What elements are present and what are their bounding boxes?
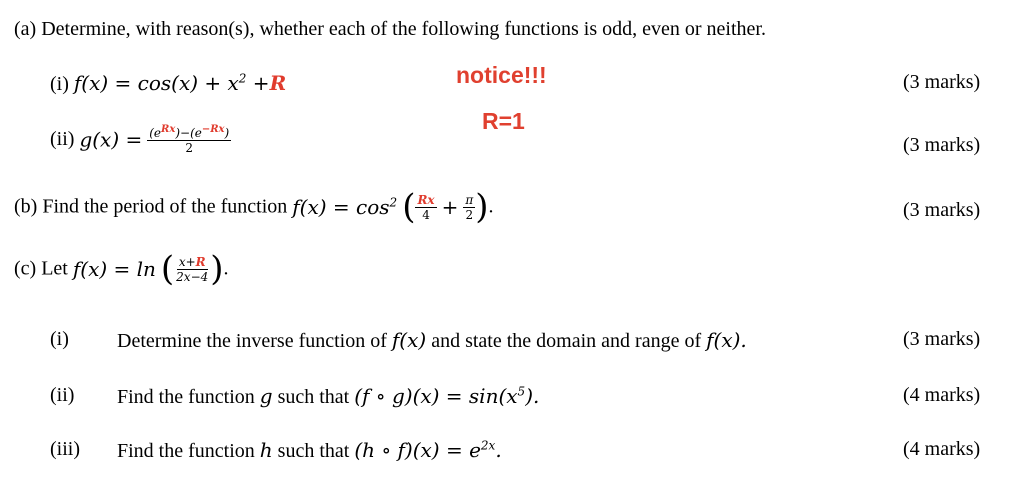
part-b-fraction-2: $\frac{\pi}{2}$ <box>465 192 474 222</box>
part-c-ii-marks: (4 marks) <box>903 384 981 406</box>
part-b-marks: (3 marks) <box>903 199 981 221</box>
part-a-ii-label: (ii) <box>50 128 75 150</box>
part-c-iii-text: Find the function h such that (h ∘ $f)(x) = e^{2x}$. <box>117 438 502 462</box>
part-a-ii-line <box>50 124 231 155</box>
part-b-expression: $f(x) = \cos^2$ <box>292 195 398 219</box>
part-b-text: (b) Find the period of the function <box>14 195 288 218</box>
part-c-fraction: $\frac{x+R}{2x-4}$ <box>176 254 209 284</box>
part-a-intro: (a) Determine, with reason(s), whether each of the following functions is odd, even or neither. <box>14 18 766 40</box>
part-c-ii-label: (ii) <box>50 384 75 406</box>
parameter-r: R <box>269 71 287 95</box>
part-a-i-marks: (3 marks) <box>903 71 981 93</box>
part-c-text: (c) Let <box>14 257 68 280</box>
part-a-ii-marks: (3 marks) <box>903 134 981 156</box>
part-a-ii-lhs: g(x) = <box>79 127 143 152</box>
part-c-expression: f(x) = ln <box>72 257 156 281</box>
part-a-i-label: (i) <box>50 73 69 95</box>
part-c-ii-text: Find the function g such that (f ∘ $g)(x) = \sin(x^5)$. <box>117 384 540 408</box>
part-b-line: (b) Find the period of the function $f(x) = \cos^2$ ( $\frac{Rx}{4}$ + $\frac{\pi}{2}$ ). <box>14 187 494 227</box>
notice-text: notice!!! <box>456 62 547 88</box>
part-b-fraction-1: $\frac{Rx}{4}$ <box>417 192 435 222</box>
part-c-i-text: Determine the inverse function of f(x) and state the domain and range of f(x). <box>117 328 747 352</box>
part-a-ii-fraction: $\frac{(e^{Rx})-(e^{-Rx})}{2}$ <box>149 124 230 155</box>
part-c-i-marks: (3 marks) <box>903 328 981 350</box>
part-c-iii-label: (iii) <box>50 438 80 460</box>
part-c-iii-marks: (4 marks) <box>903 438 981 460</box>
part-a-i-expression: $f(x) = \cos(x) + x^2 +R$ <box>73 71 287 95</box>
notice-r-value: R=1 <box>482 108 525 134</box>
part-c-line: (c) Let f(x) = ln ( $\frac{x+R}{2x-4}$ ). <box>14 249 229 289</box>
part-c-i-label: (i) <box>50 328 69 350</box>
part-a-i-line <box>50 71 286 96</box>
